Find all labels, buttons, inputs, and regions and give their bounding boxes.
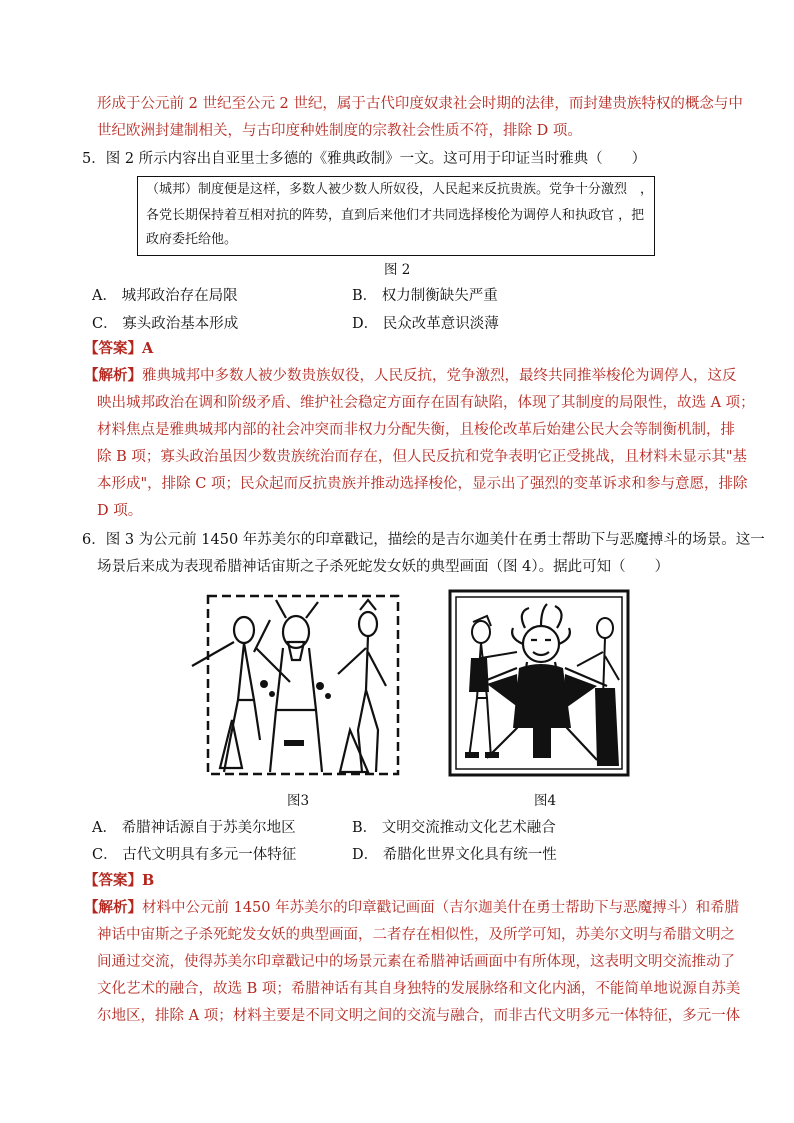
q5-analysis-line-6: D 项。 [97,503,143,519]
q5-option-c[interactable]: C． 寡头政治基本形成 [92,316,239,332]
prev-analysis-line-1: 形成于公元前 2 世纪至公元 2 世纪，属于古代印度奴隶社会时期的法律，而封建贵族特权的概念与中 [97,96,743,112]
q5-analysis-label: 【解析】 [84,367,142,384]
q6-stem-line-2: 场景后来成为表现希腊神话宙斯之子杀死蛇发女妖的典型画面（图 4）。据此可知（ ） [97,559,670,575]
q5-source-box [137,176,655,256]
q5-analysis-line-5: 本形成"，排除 C 项；民众起而反抗贵族并推动选择梭伦，显示出了强烈的变革诉求和参与意愿，排除 [97,476,748,492]
q6-analysis-label: 【解析】 [84,899,142,916]
q6-answer: 【答案】B [84,872,155,889]
q6-analysis-text-1: 材料中公元前 1450 年苏美尔的印章戳记画面（吉尔迦美什在勇士帮助下与恶魔搏斗）和希腊 [142,900,740,916]
q5-analysis-line-3: 材料焦点是雅典城邦内部的社会冲突而非权力分配失衡，且梭伦改革后始建公民大会等制衡机制，排 [97,422,735,438]
q5-quote-line-2: 各党长期保持着互相对抗的阵势，直到后来他们才共同选择梭伦为调停人和执政官 ，把 [146,208,645,223]
q6-analysis-line-2: 神话中宙斯之子杀死蛇发女妖的典型画面，二者存在相似性，及所学可知，苏美尔文明与希腊文明之 [97,927,735,943]
q5-analysis-text-1: 雅典城邦中多数人被少数贵族奴役，人民反抗，党争激烈，最终共同推举梭伦为调停人，这反 [142,368,737,384]
q6-option-b[interactable]: B． 文明交流推动文化艺术融合 [352,820,556,836]
figure-3-caption: 图3 [287,793,310,809]
q6-option-a[interactable]: A． 希腊神话源自于苏美尔地区 [92,820,296,836]
q6-analysis-line-4: 文化艺术的融合，故选 B 项；希腊神话有其自身独特的发展脉络和文化内涵，不能简单地说源自苏美 [97,981,741,997]
figure-3-seal-impression [172,590,408,780]
prev-analysis-line-2: 世纪欧洲封建制相关，与古印度种姓制度的宗教社会性质不符，排除 D 项。 [97,123,582,139]
q5-option-a[interactable]: A． 城邦政治存在局限 [92,288,238,304]
q5-analysis-line-4: 除 B 项；寡头政治虽因少数贵族统治而存在，但人民反抗和党争表明它正受挑战，且材料未显示其"基 [97,449,748,465]
q5-analysis-line-1 [84,366,737,386]
q6-analysis-line-5: 尔地区，排除 A 项；材料主要是不同文明之间的交流与融合，而非古代文明多元一体特征，多元一体 [97,1008,741,1024]
q5-analysis-line-2: 映出城邦政治在调和阶级矛盾、维护社会稳定方面存在固有缺陷，体现了其制度的局限性，故选 A 项； [97,395,755,411]
q5-answer: 【答案】A [84,340,154,357]
q5-quote-line-1: （城邦）制度便是这样，多数人被少数人所奴役，人民起来反抗贵族。党争十分激烈 ， [146,182,654,197]
q5-option-d[interactable]: D． 民众改革意识淡薄 [352,316,499,332]
q6-option-d[interactable]: D． 希腊化世界文化具有统一性 [352,847,557,863]
q6-option-c[interactable]: C． 古代文明具有多元一体特征 [92,847,297,863]
q6-stem-line-1: 6．图 3 为公元前 1450 年苏美尔的印章戳记，描绘的是吉尔迦美什在勇士帮助下与恶魔搏斗的场景。这一 [82,532,765,548]
q5-stem: 5．图 2 所示内容出自亚里士多德的《雅典政制》一文。这可用于印证当时雅典（ ） [82,151,647,167]
q6-analysis-line-3: 间通过交流，使得苏美尔印章戳记中的场景元素在希腊神话画面中有所体现，这表明文明交流推动了 [97,954,735,970]
q5-option-b[interactable]: B． 权力制衡缺失严重 [352,288,498,304]
figure-4-perseus-medusa [447,588,631,778]
q5-quote-line-3: 政府委托给他。 [146,232,238,247]
figure-4-caption: 图4 [534,793,557,809]
q5-figure-caption: 图 2 [384,262,411,278]
q6-analysis-line-1 [84,898,739,918]
